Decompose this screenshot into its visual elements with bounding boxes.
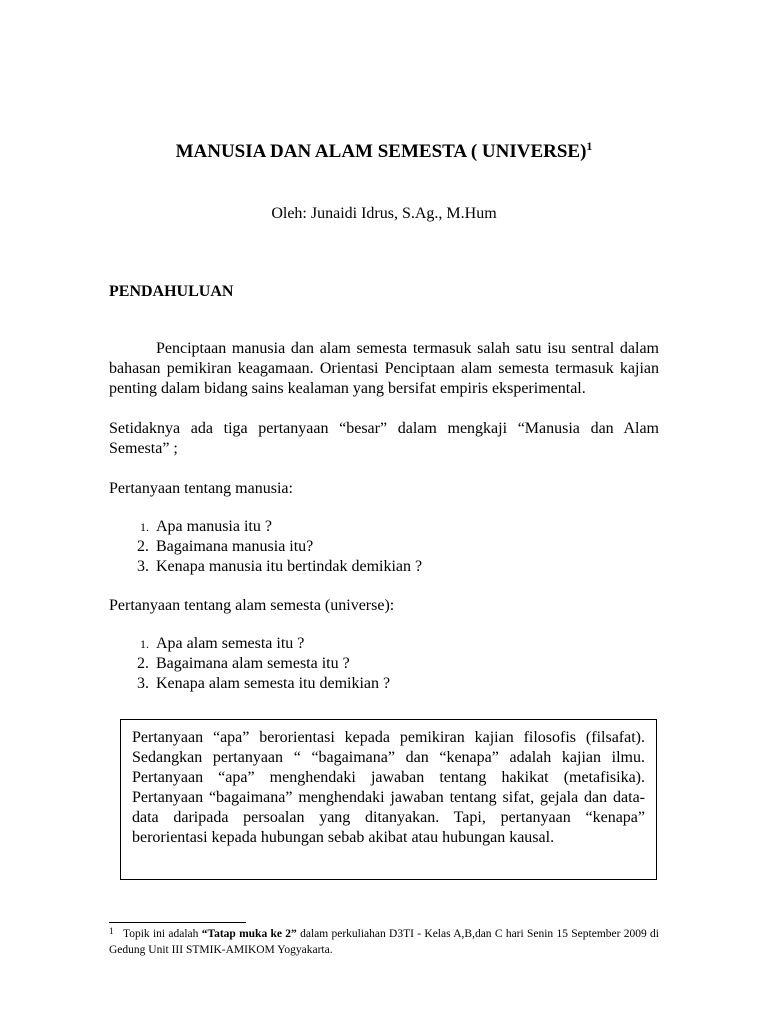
list-item-text: Bagaimana manusia itu?	[156, 538, 314, 555]
human-questions-list	[109, 517, 659, 577]
list-item	[109, 537, 659, 557]
second-paragraph: Setidaknya ada tiga pertanyaan “besar” dalam mengkaji “Manusia dan Alam Semesta” ;	[109, 420, 659, 457]
footnote-bold-text: “Tatap muka ke 2”	[201, 928, 297, 940]
universe-questions-label: Pertanyaan tentang alam semesta (universe):	[109, 597, 395, 614]
universe-questions-list	[109, 634, 659, 694]
author-line: Oleh: Junaidi Idrus, S.Ag., M.Hum	[271, 205, 497, 222]
footnote-divider	[109, 922, 246, 923]
intro-paragraph-text: Penciptaan manusia dan alam semesta termasuk salah satu isu sentral dalam bahasan pemikiran keagamaan. Orientasi Penciptaan alam semesta termasuk kajian penting dalam bidang sains kealaman yang bersifat empiris eksperimental.	[109, 340, 659, 397]
document-title	[0, 140, 768, 164]
list-number: 3.	[137, 675, 149, 692]
list-item-text: Kenapa manusia itu bertindak demikian ?	[156, 558, 423, 575]
list-number: 1.	[140, 637, 149, 651]
human-questions-label: Pertanyaan tentang manusia:	[109, 480, 293, 497]
list-item	[109, 674, 659, 694]
list-item	[109, 634, 659, 654]
list-item-text: Kenapa alam semesta itu demikian ?	[156, 675, 391, 692]
list-item-text: Apa manusia itu ?	[156, 518, 272, 535]
list-item-text: Bagaimana alam semesta itu ?	[156, 655, 350, 672]
list-item	[109, 654, 659, 674]
list-item-text: Apa alam semesta itu ?	[156, 635, 305, 652]
title-footnote-ref: 1	[586, 139, 593, 153]
boxed-note	[120, 719, 657, 880]
list-item	[109, 557, 659, 577]
list-number: 3.	[137, 558, 149, 575]
intro-paragraph	[109, 339, 659, 399]
section-heading: PENDAHULUAN	[109, 283, 234, 300]
list-item	[109, 517, 659, 537]
list-number: 2.	[137, 655, 149, 672]
footnote-text-before: Topik ini adalah	[123, 928, 202, 940]
boxed-note-text: Pertanyaan “apa” berorientasi kepada pemikiran kajian filosofis (filsafat). Sedangkan pertanyaan “ “bagaimana” dan “kenapa” adalah kajian ilmu. Pertanyaan “apa” menghendaki jawaban tentang hakikat (metafisika). Pertanyaan “bagaimana” menghendaki jawaban tentang sifat, gejala dan data-data daripada persoalan yang ditanyakan. Tapi, pertanyaan “kenapa” berorientasi kepada hubungan sebab akibat atau hubungan kausal.	[132, 729, 645, 846]
footnote-text-after: dalam perkuliahan D3TI - Kelas A,B,dan C hari Senin 15 September 2009 di Gedung Unit III STMIK-AMIKOM Yogyakarta.	[109, 928, 659, 956]
list-number: 2.	[137, 538, 149, 555]
document-title-text: MANUSIA DAN ALAM SEMESTA ( UNIVERSE)	[175, 141, 587, 162]
list-number: 1.	[140, 520, 149, 534]
footnote: 1 Topik ini adalah “Tatap muka ke 2” dalam perkuliahan D3TI - Kelas A,B,dan C hari Senin 15 September 2009 di Gedung Unit III STMIK-AMIKOM Yogyakarta.	[109, 926, 659, 956]
